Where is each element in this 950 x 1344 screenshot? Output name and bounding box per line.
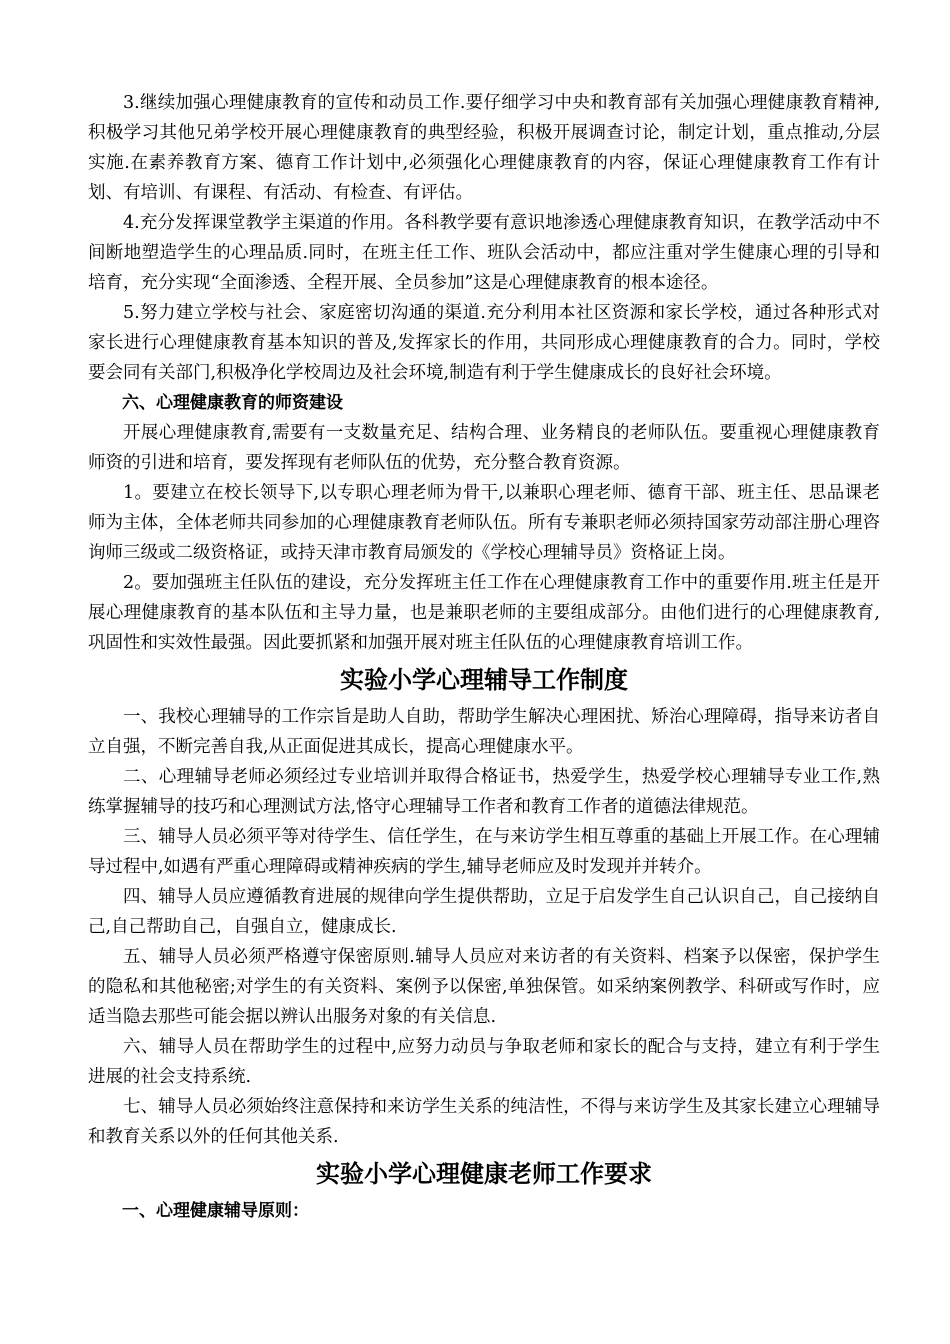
paragraph-4-classroom: 4.充分发挥课堂教学主渠道的作用。各科教学要有意识地渗透心理健康教育知识，在教学活动中不间断地塑造学生的心理品质.同时，在班主任工作、班队会活动中，都应注重对学生健康心理的引导和培育，充分实现“全面渗透、全程开展、全员参加”这是心理健康教育的根本途径。 — [88, 213, 880, 293]
paragraph-3-publicity: 3.继续加强心理健康教育的宣传和动员工作.要仔细学习中央和教育部有关加强心理健康教育精神,积极学习其他兄弟学校开展心理健康教育的典型经验，积极开展调查讨论，制定计划，重点推动,分层实施.在素养教育方案、德育工作计划中,必须强化心理健康教育的内容，保证心理健康教育工作有计划、有培训、有课程、有活动、有检查、有评估。 — [88, 93, 880, 203]
paragraph-staffing-intro: 开展心理健康教育,需要有一支数量充足、结构合理、业务精良的老师队伍。要重视心理健康教育师资的引进和培育，要发挥现有老师队伍的优势，充分整合教育资源。 — [88, 423, 880, 473]
paragraph-5-family-channel: 5.努力建立学校与社会、家庭密切沟通的渠道.充分利用本社区资源和家长学校，通过各种形式对家长进行心理健康教育基本知识的普及,发挥家长的作用，共同形成心理健康教育的合力。同时，学校要会同有关部门,积极净化学校周边及社会环境,制造有利于学生健康成长的良好社会环境。 — [88, 303, 880, 383]
rule-3: 三、辅导人员必须平等对待学生、信任学生，在与来访学生相互尊重的基础上开展工作。在心理辅导过程中,如遇有严重心理障碍或精神疾病的学生,辅导老师应及时发现并并转介。 — [88, 827, 880, 877]
rule-7: 七、辅导人员必须始终注意保持和来访学生关系的纯洁性，不得与来访学生及其家长建立心理辅导和教育关系以外的任何其他关系. — [88, 1097, 880, 1147]
rule-2: 二、心理辅导老师必须经过专业培训并取得合格证书，热爱学生，热爱学校心理辅导专业工作,熟练掌握辅导的技巧和心理测试方法,恪守心理辅导工作者和教育工作者的道德法律规范。 — [88, 767, 880, 817]
section-heading-teacher-staffing: 六、心理健康教育的师资建设 — [122, 393, 343, 413]
paragraph-staffing-2: 2。要加强班主任队伍的建设，充分发挥班主任工作在心理健康教育工作中的重要作用.班主任是开展心理健康教育的基本队伍和主导力量，也是兼职老师的主要组成部分。由他们进行的心理健康教育,巩固性和实效性最强。因此要抓紧和加强开展对班主任队伍的心理健康教育培训工作。 — [88, 573, 880, 653]
subheading-counseling-principles: 一、心理健康辅导原则： — [122, 1201, 309, 1221]
rule-4: 四、辅导人员应遵循教育进展的规律向学生提供帮助，立足于启发学生自己认识自己，自己接纳自己,自己帮助自己，自强自立，健康成长. — [88, 887, 880, 937]
rule-1: 一、我校心理辅导的工作宗旨是助人自助，帮助学生解决心理困扰、矫治心理障碍，指导来访者自立自强，不断完善自我,从正面促进其成长，提高心理健康水平。 — [88, 707, 880, 757]
paragraph-staffing-1: 1。要建立在校长领导下,以专职心理老师为骨干,以兼职心理老师、德育干部、班主任、思品课老师为主体，全体老师共同参加的心理健康教育老师队伍。所有专兼职老师必须持国家劳动部注册心理咨询师三级或二级资格证，或持天津市教育局颁发的《学校心理辅导员》资格证上岗。 — [88, 483, 880, 563]
rule-6: 六、辅导人员在帮助学生的过程中,应努力动员与争取老师和家长的配合与支持，建立有利于学生进展的社会支持系统. — [88, 1037, 880, 1087]
rule-5: 五、辅导人员必须严格遵守保密原则.辅导人员应对来访者的有关资料、档案予以保密，保护学生的隐私和其他秘密;对学生的有关资料、案例予以保密,单独保管。如采纳案例教学、科研或写作时，应适当隐去那些可能会据以辨认出服务对象的有关信息. — [88, 947, 880, 1027]
title-teacher-requirements: 实验小学心理健康老师工作要求 — [316, 1160, 652, 1188]
title-counseling-rules: 实验小学心理辅导工作制度 — [340, 666, 628, 694]
